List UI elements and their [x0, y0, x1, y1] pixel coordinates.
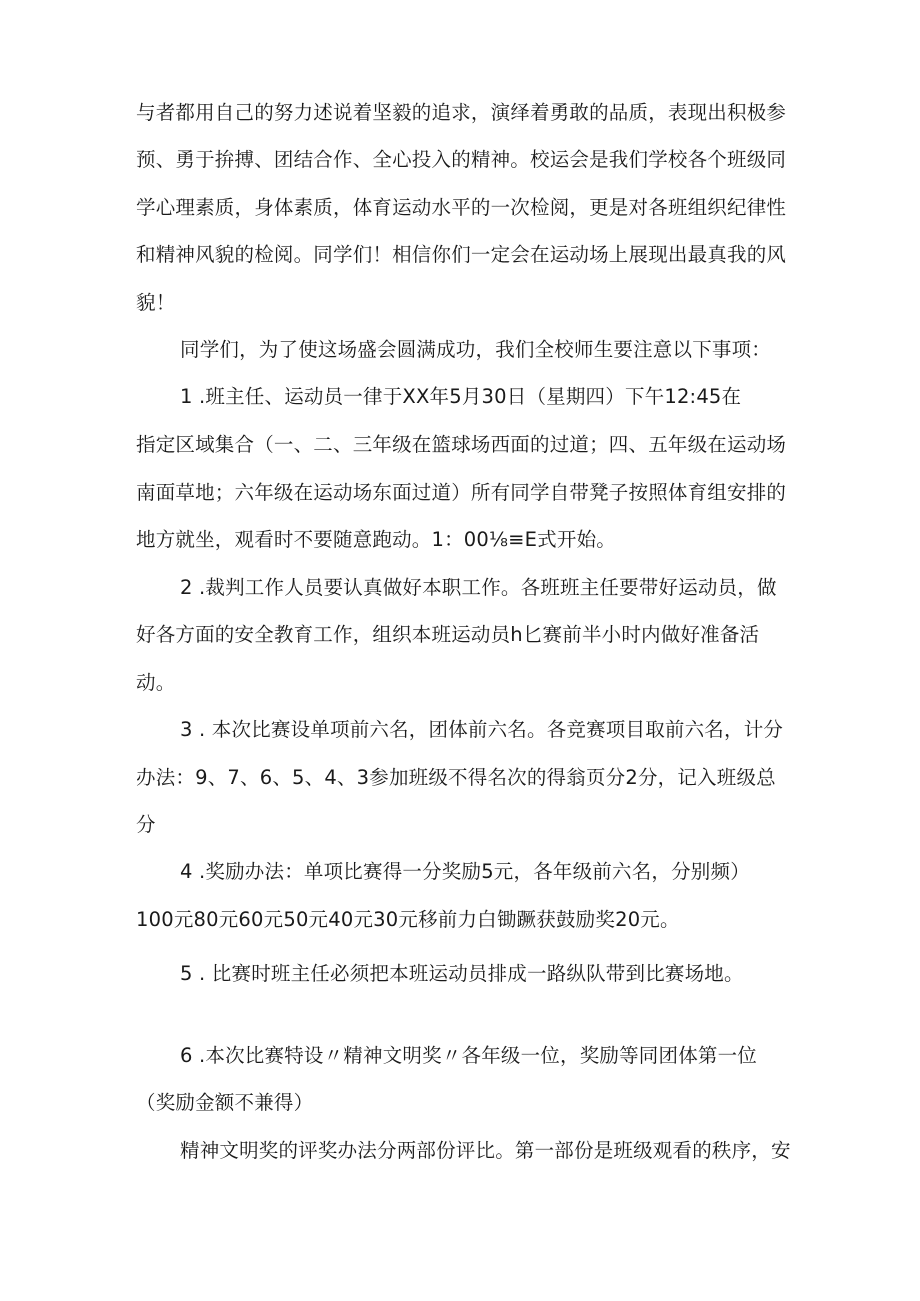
- list-item-1-line: 指定区域集合（一、二、三年级在篮球场西面的过道；四、五年级在运动场: [136, 433, 787, 456]
- paragraph-line: 貌！: [136, 291, 176, 314]
- paragraph-line: 与者都用自己的努力述说着坚毅的追求，演绎着勇敢的品质，表现出积极参: [136, 101, 787, 124]
- list-item-6-line: （奖励金额不兼得）: [136, 1091, 314, 1114]
- list-item-3-line: 分: [136, 813, 156, 836]
- list-item-4-line: 100元80元60元50元40元30元移前力白锄蹶获鼓励奖20元。: [136, 908, 680, 931]
- paragraph-line: 同学们，为了使这场盛会圆满成功，我们全校师生要注意以下事项：: [180, 338, 772, 361]
- list-item-1-line: 南面草地；六年级在运动场东面过道）所有同学自带凳子按照体育组安排的: [136, 481, 787, 504]
- list-item-2-line: 2 .裁判工作人员要认真做好本职工作。各班班主任要带好运动员，做: [180, 576, 777, 599]
- paragraph-line: 预、勇于拚搏、团结合作、全心投入的精神。校运会是我们学校各个班级同: [136, 148, 787, 171]
- list-item-3-line: 办法：9、7、6、5、4、3参加班级不得名次的得翁页分2分，记入班级总: [136, 766, 776, 789]
- list-item-2-line: 好各方面的安全教育工作，组织本班运动员h匕赛前半小时内做好准备活: [136, 623, 760, 646]
- list-item-6-line: 6 .本次比赛特设〃精神文明奖〃各年级一位，奖励等同团体第一位: [180, 1044, 758, 1067]
- list-item-3-line: 3 . 本次比赛设单项前六名，团体前六名。各竞赛项目取前六名，计分: [180, 718, 784, 741]
- list-item-5-line: 5 . 比赛时班主任必须把本班运动员排成一路纵队带到比赛场地。: [180, 962, 744, 985]
- paragraph-line: 精神文明奖的评奖办法分两部份评比。第一部份是班级观看的秩序，安: [180, 1139, 791, 1162]
- list-item-4-line: 4 .奖励办法：单项比赛得一分奖励5元，各年级前六名，分别频）: [180, 860, 750, 883]
- list-item-1-line: 地方就坐，观看时不要随意跑动。1：00⅛≡E式开始。: [136, 528, 616, 551]
- list-item-2-line: 动。: [136, 671, 176, 694]
- paragraph-line: 学心理素质，身体素质，体育运动水平的一次检阅，更是对各班组织纪律性: [136, 196, 787, 219]
- paragraph-line: 和精神风貌的检阅。同学们！相信你们一定会在运动场上展现出最真我的风: [136, 243, 787, 266]
- list-item-1-line: 1 .班主任、运动员一律于XX年5月30日（星期四）下午12:45在: [180, 385, 742, 408]
